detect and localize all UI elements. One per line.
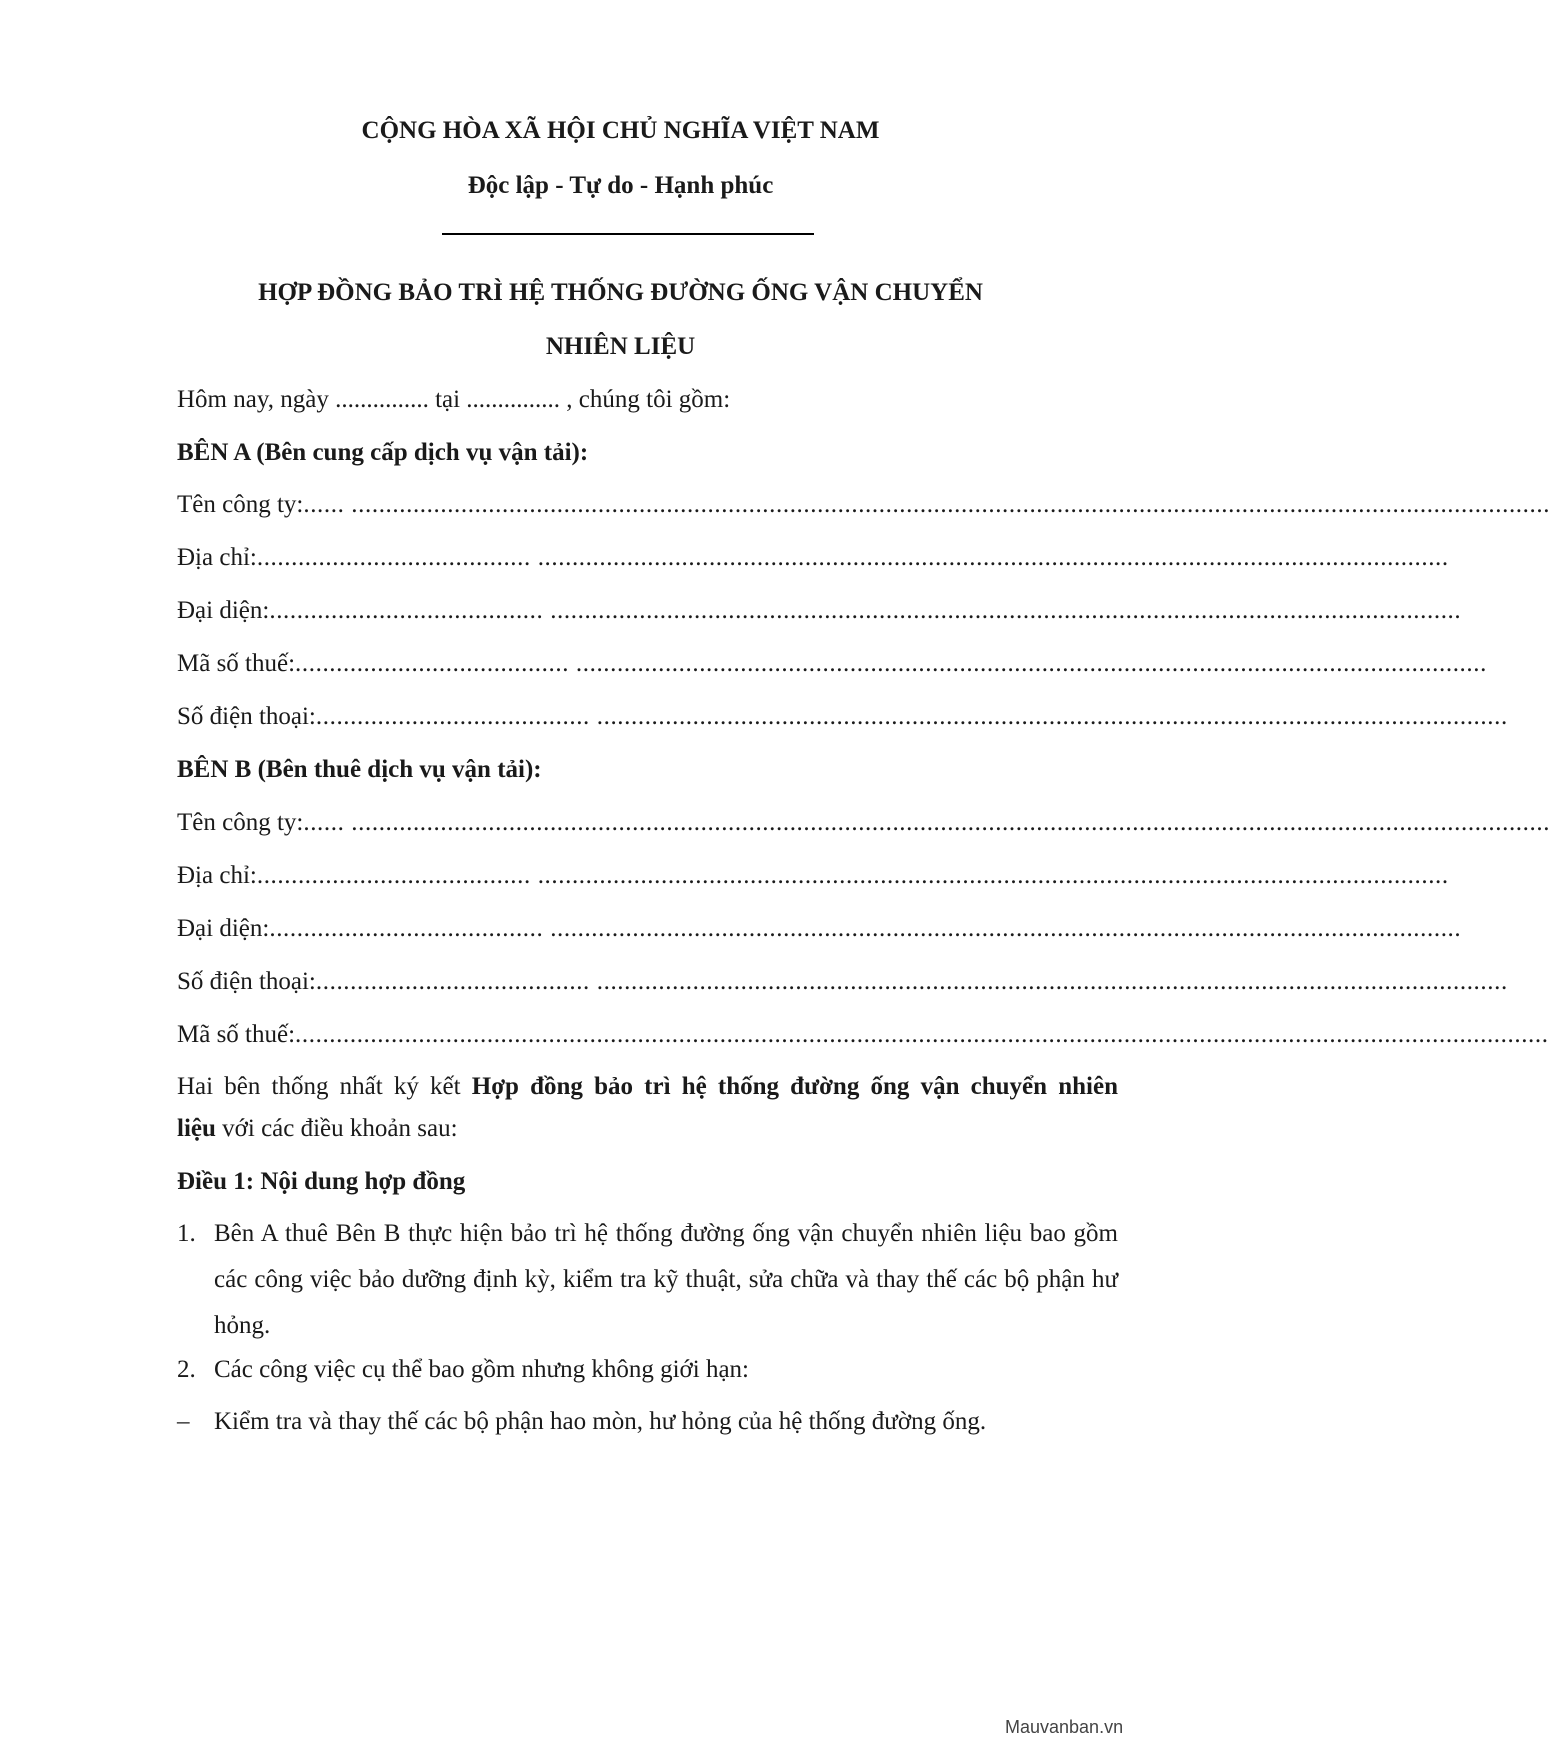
agreement-contract-name: Hợp đồng bảo trì hệ thống đường ống vận chuyển nhiên [471, 1073, 1118, 1100]
fill-line: ........................................ ..................................................................................................................................... [269, 597, 1462, 624]
fill-line: ...... ............................................................................................................................................................................... [303, 491, 1550, 518]
list-item-number: 1. [177, 1220, 196, 1247]
fill-line: ........................................ ..................................................................................................................................... [256, 544, 1449, 571]
party-b-tax-code-field [177, 1019, 1549, 1051]
field-label: Đại diện: [177, 597, 270, 624]
party-a-heading: BÊN A (Bên cung cấp dịch vụ vận tải): [177, 439, 589, 466]
list-item-text: Các công việc cụ thể bao gồm nhưng không giới hạn: [214, 1356, 749, 1383]
bullet-text: Kiểm tra và thay thế các bộ phận hao mòn, hư hỏng của hệ thống đường ống. [214, 1408, 987, 1435]
article-1-heading: Điều 1: Nội dung hợp đồng [177, 1168, 466, 1195]
party-b-phone-field [177, 966, 1508, 998]
list-item-number: 2. [177, 1356, 196, 1383]
agreement-contract-name-end: liệu [177, 1115, 216, 1142]
contract-title-line2: NHIÊN LIỆU [545, 333, 696, 360]
party-b-address-field [177, 860, 1449, 892]
party-a-representative-field [177, 595, 1462, 627]
field-label: Tên công ty: [177, 809, 304, 836]
bullet-dash: – [177, 1408, 190, 1435]
agreement-suffix: với các điều khoản sau: [215, 1115, 458, 1142]
fill-line: ........................................ ..................................................................................................................................... [295, 650, 1487, 677]
fill-line: ........................................ ..................................................................................................................................... [269, 915, 1462, 942]
fill-line: ....................................................................................................................................................................................... [295, 1021, 1549, 1048]
agreement-line2 [177, 1113, 458, 1145]
intro-line: Hôm nay, ngày ............... tại ............... , chúng tôi gồm: [177, 386, 731, 413]
party-b-heading: BÊN B (Bên thuê dịch vụ vận tải): [177, 756, 542, 783]
fill-line: ........................................ ..................................................................................................................................... [256, 862, 1449, 889]
field-label: Đại diện: [177, 915, 270, 942]
field-label: Mã số thuế: [177, 650, 296, 677]
party-a-address-field [177, 542, 1449, 574]
fill-line: ........................................ ..................................................................................................................................... [315, 703, 1508, 730]
agreement-prefix: Hai bên thống nhất ký kết [177, 1073, 472, 1100]
field-label: Số điện thoại: [177, 968, 316, 995]
field-label: Địa chỉ: [177, 544, 257, 571]
party-b-company-field [177, 807, 1550, 839]
fill-line: ...... ............................................................................................................................................................................... [303, 809, 1550, 836]
field-label: Tên công ty: [177, 491, 304, 518]
party-a-phone-field [177, 701, 1508, 733]
motto: Độc lập - Tự do - Hạnh phúc [467, 172, 774, 199]
contract-title-line1: HỢP ĐỒNG BẢO TRÌ HỆ THỐNG ĐƯỜNG ỐNG VẬN CHUYỂN [258, 279, 983, 306]
field-label: Số điện thoại: [177, 703, 316, 730]
motto-underline [442, 233, 814, 235]
party-b-representative-field [177, 913, 1462, 945]
field-label: Mã số thuế: [177, 1021, 296, 1048]
list-item-text: Bên A thuê Bên B thực hiện bảo trì hệ thống đường ống vận chuyển nhiên liệu bao gồm các công việc bảo dưỡng định kỳ, kiểm tra kỹ thuật, sửa chữa và thay thế các bộ phận hư hỏng. [214, 1220, 1118, 1339]
party-a-company-field [177, 489, 1550, 521]
agreement-line1 [177, 1071, 1118, 1103]
fill-line: ........................................ ..................................................................................................................................... [315, 968, 1508, 995]
party-a-tax-code-field [177, 648, 1487, 680]
nation-header: CỘNG HÒA XÃ HỘI CHỦ NGHĨA VIỆT NAM [361, 117, 880, 144]
watermark-footer: Mauvanban.vn [1005, 1717, 1124, 1737]
field-label: Địa chỉ: [177, 862, 257, 889]
